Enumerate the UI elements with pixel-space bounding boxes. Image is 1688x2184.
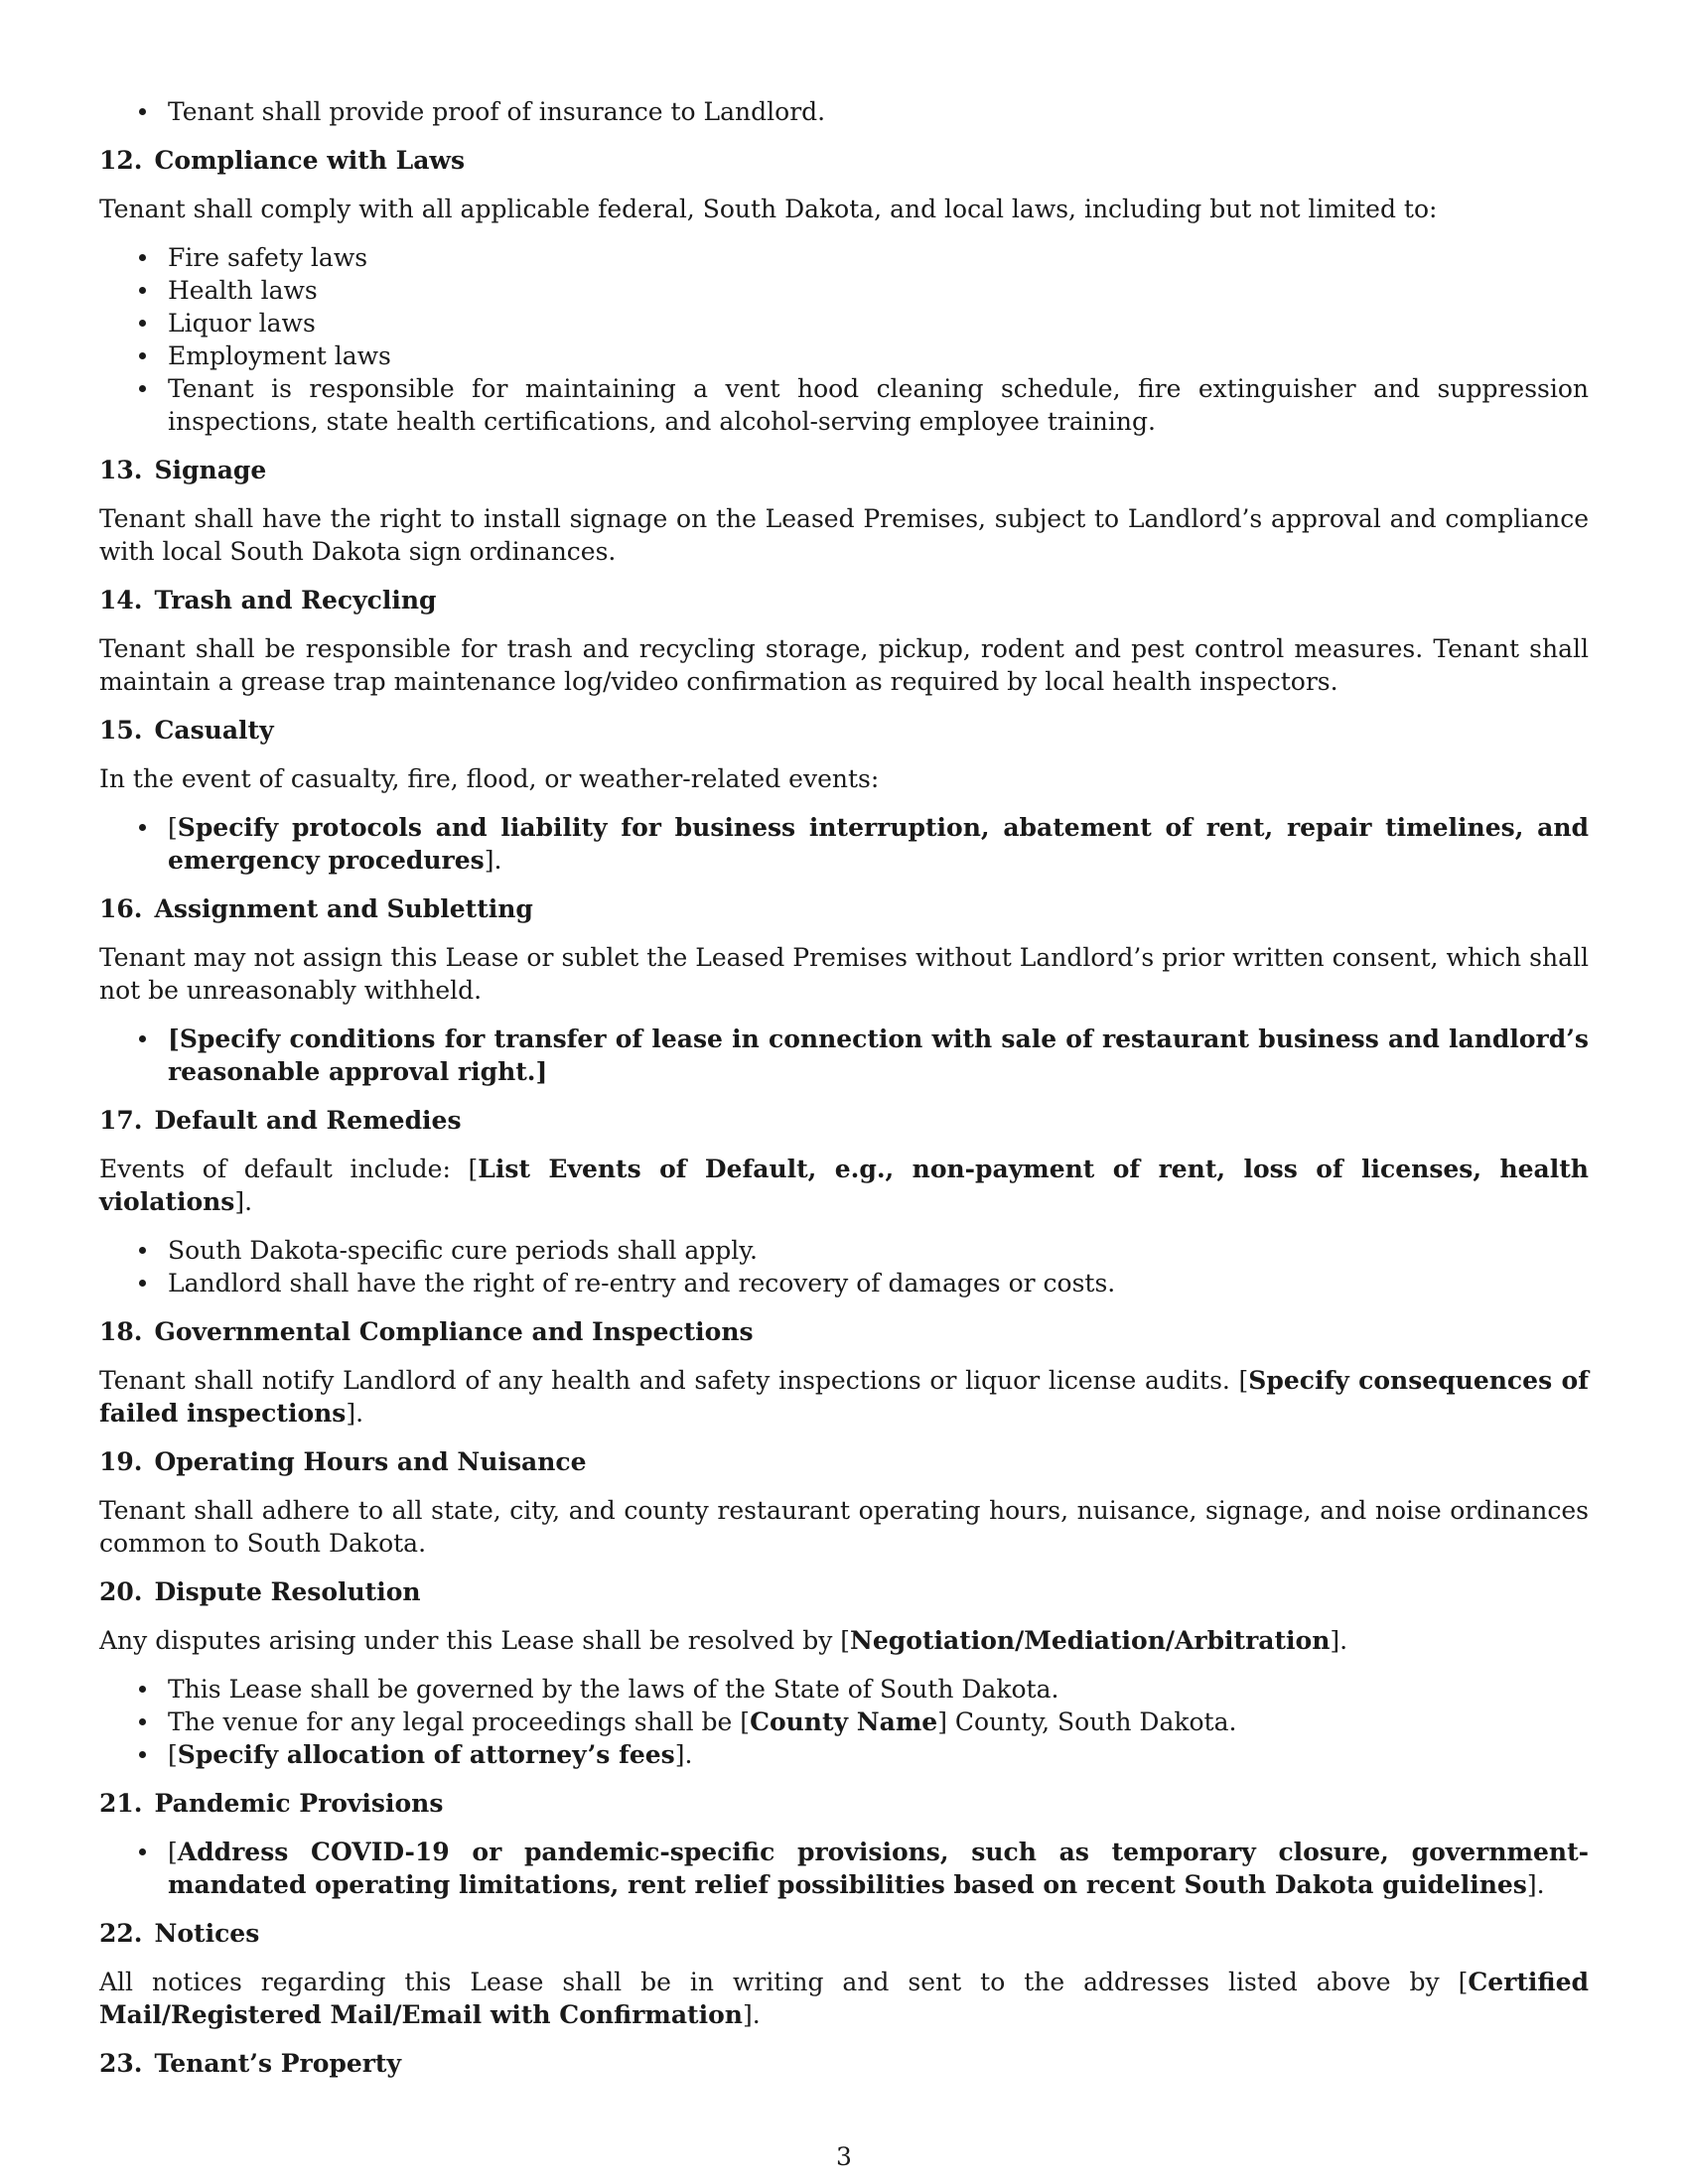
casualty-list (99, 811, 1589, 877)
section-number: 15. (99, 716, 143, 745)
section-number: 18. (99, 1317, 143, 1346)
placeholder-text: Specify protocols and liability for business interruption, abatement of rent, repair timelines, and emergency procedures (168, 813, 1589, 875)
paragraph-text: County, South Dakota. (946, 1707, 1237, 1736)
section-number: 22. (99, 1919, 143, 1948)
paragraph-text: Tenant shall notify Landlord of any health and safety inspections or liquor license audits. (99, 1366, 1239, 1395)
section-paragraph: Tenant shall adhere to all state, city, and county restaurant operating hours, nuisance, signage, and noise ordinances common to South Dakota. (99, 1496, 1589, 1558)
assignment-list (99, 1023, 1589, 1088)
section-paragraph: Any disputes arising under this Lease shall be resolved by [Negotiation/Mediation/Arbitration]. (99, 1626, 1348, 1655)
section-heading-default-and-remedies (99, 1104, 1589, 1137)
section-heading-pandemic-provisions (99, 1787, 1589, 1820)
section-title: Governmental Compliance and Inspections (154, 1317, 754, 1346)
section-title: Notices (154, 1919, 260, 1948)
section-title: Pandemic Provisions (154, 1789, 444, 1818)
list-item: Liquor laws (168, 307, 1589, 340)
section-heading-compliance-with-laws (99, 144, 1589, 177)
placeholder-text: Negotiation/Mediation/Arbitration (850, 1626, 1331, 1655)
section-title: Operating Hours and Nuisance (154, 1447, 587, 1476)
section-heading-assignment-and-subletting (99, 892, 1589, 925)
list-item: This Lease shall be governed by the laws of the State of South Dakota. (168, 1673, 1589, 1706)
section-title: Default and Remedies (154, 1106, 462, 1135)
paragraph-text: Events of default include: (99, 1155, 469, 1183)
section-number: 20. (99, 1577, 143, 1606)
placeholder-text: Specify allocation of attorney’s fees (177, 1740, 675, 1769)
list-item: [Address COVID-19 or pandemic-specific provisions, such as temporary closure, government-mandated operating limitations, rent relief possibilities based on recent South Dakota guidelines]. (168, 1838, 1589, 1899)
list-item: Health laws (168, 274, 1589, 307)
section-paragraph: Tenant shall have the right to install signage on the Leased Premises, subject to Landlord’s approval and compliance with local South Dakota sign ordinances. (99, 504, 1589, 566)
laws-list (99, 241, 1589, 438)
list-item: Employment laws (168, 340, 1589, 372)
section-heading-signage (99, 454, 1589, 486)
section-number: 16. (99, 894, 143, 923)
section-title: Assignment and Subletting (154, 894, 533, 923)
list-item: The venue for any legal proceedings shall be [County Name] County, South Dakota. (168, 1706, 1589, 1738)
section-number: 19. (99, 1447, 143, 1476)
section-title: Tenant’s Property (154, 2049, 401, 2078)
placeholder-text: List Events of Default, e.g., non-payment of rent, loss of licenses, health violations (99, 1155, 1589, 1216)
section-number: 12. (99, 146, 143, 175)
section-title: Signage (154, 456, 267, 484)
section-number: 21. (99, 1789, 143, 1818)
section-paragraph: Tenant shall comply with all applicable federal, South Dakota, and local laws, including but not limited to: (99, 195, 1438, 223)
page-number: 3 (836, 2142, 852, 2171)
section-heading-operating-hours (99, 1445, 1589, 1478)
pandemic-list (99, 1836, 1589, 1901)
list-item: [Specify allocation of attorney’s fees]. (168, 1738, 1589, 1771)
placeholder-text: Specify conditions for transfer of lease in connection with sale of restaurant business and landlord’s reasonable approval right. (168, 1024, 1589, 1086)
section-heading-notices (99, 1917, 1589, 1950)
section-paragraph: In the event of casualty, fire, flood, or weather-related events: (99, 764, 880, 793)
section-heading-trash-and-recycling (99, 584, 1589, 616)
section-heading-casualty (99, 714, 1589, 747)
section-paragraph: Tenant shall notify Landlord of any health and safety inspections or liquor license audits. [Specify consequences of failed inspections]. (99, 1366, 1589, 1428)
section-number: 14. (99, 586, 143, 614)
list-item: [Specify protocols and liability for business interruption, abatement of rent, repair timelines, and emergency procedures]. (168, 813, 1589, 875)
section-title: Dispute Resolution (154, 1577, 421, 1606)
list-item: [Specify conditions for transfer of lease in connection with sale of restaurant business and landlord’s reasonable approval right.] (168, 1024, 1589, 1086)
section-heading-governmental-compliance (99, 1315, 1589, 1348)
section-number: 13. (99, 456, 143, 484)
placeholder-text: County Name (750, 1707, 938, 1736)
section-paragraph: Tenant shall be responsible for trash and recycling storage, pickup, rodent and pest control measures. Tenant shall maintain a grease trap maintenance log/video confirmation as required by local health inspectors. (99, 634, 1589, 696)
section-heading-dispute-resolution (99, 1575, 1589, 1608)
list-item: South Dakota-specific cure periods shall apply. (168, 1234, 1589, 1267)
default-list (99, 1234, 1589, 1299)
placeholder-text: Address COVID-19 or pandemic-specific provisions, such as temporary closure, government-mandated operating limitations, rent relief possibilities based on recent South Dakota guidelines (168, 1838, 1589, 1899)
paragraph-text: The venue for any legal proceedings shall be (168, 1707, 741, 1736)
paragraph-text: Any disputes arising under this Lease shall be resolved by (99, 1626, 841, 1655)
insurance-list (99, 95, 1589, 128)
list-item: Tenant is responsible for maintaining a vent hood cleaning schedule, fire extinguisher and suppression inspections, state health certifications, and alcohol-serving employee training. (168, 374, 1589, 436)
section-paragraph: Events of default include: [List Events of Default, e.g., non-payment of rent, loss of licenses, health violations]. (99, 1155, 1589, 1216)
placeholder-text: Certified Mail/Registered Mail/Email with Confirmation (99, 1968, 1589, 2029)
paragraph-text: All notices regarding this Lease shall be in writing and sent to the addresses listed above by (99, 1968, 1459, 1996)
dispute-list (99, 1673, 1589, 1771)
section-number: 17. (99, 1106, 143, 1135)
section-number: 23. (99, 2049, 143, 2078)
list-item: Tenant shall provide proof of insurance to Landlord. (168, 95, 1589, 128)
list-item: Fire safety laws (168, 241, 1589, 274)
section-title: Trash and Recycling (154, 586, 437, 614)
document-page (99, 95, 1589, 2096)
section-paragraph: All notices regarding this Lease shall be in writing and sent to the addresses listed above by [Certified Mail/Registered Mail/Email with Confirmation]. (99, 1968, 1589, 2029)
section-title: Compliance with Laws (154, 146, 466, 175)
section-title: Casualty (154, 716, 274, 745)
section-heading-tenants-property (99, 2047, 1589, 2080)
section-paragraph: Tenant may not assign this Lease or sublet the Leased Premises without Landlord’s prior written consent, which shall not be unreasonably withheld. (99, 943, 1589, 1005)
list-item: Landlord shall have the right of re-entry and recovery of damages or costs. (168, 1267, 1589, 1299)
placeholder-text: Specify consequences of failed inspections (99, 1366, 1589, 1428)
